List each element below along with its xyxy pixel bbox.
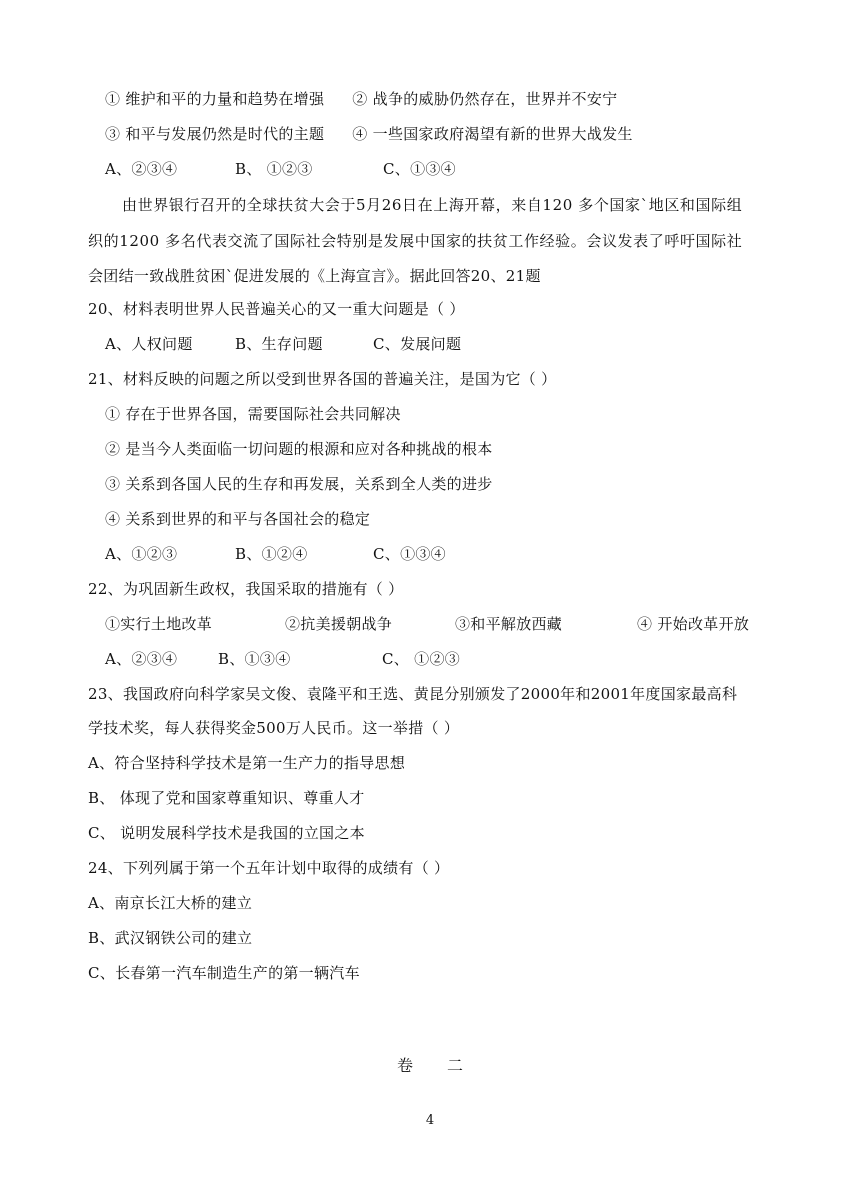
q19-statement-row-2 bbox=[105, 124, 633, 144]
q24-stem: 24、下列列属于第一个五年计划中取得的成绩有（ ） bbox=[88, 859, 450, 877]
q19-statement-4: ④ 一些国家政府渴望有新的世界大战发生 bbox=[352, 125, 633, 143]
q22-options bbox=[105, 649, 460, 669]
q20-option-a: A、人权问题 bbox=[105, 335, 193, 353]
q23-stem-line-1: 23、我国政府向科学家吴文俊、袁隆平和王选、黄昆分别颁发了2000年和2001年度国家最高科 bbox=[88, 685, 738, 703]
material-line-3: 会团结一致战胜贫困`促进发展的《上海宣言》。据此回答20、21题 bbox=[88, 267, 541, 285]
q21-statement-3: ③ 关系到各国人民的生存和再发展，关系到全人类的进步 bbox=[105, 475, 493, 493]
q22-statement-1: ①实行土地改革 bbox=[105, 615, 213, 633]
q21-option-c: C、①③④ bbox=[373, 545, 446, 563]
q22-option-a: A、②③④ bbox=[105, 650, 178, 668]
q19-options bbox=[105, 159, 456, 179]
section-heading bbox=[0, 1053, 860, 1076]
q20-option-b: B、生存问题 bbox=[235, 335, 323, 353]
material-line-2: 织的1200 多名代表交流了国际社会特别是发展中国家的扶贫工作经验。会议发表了呼吁国际社 bbox=[88, 232, 743, 250]
q19-statement-3: ③ 和平与发展仍然是时代的主题 bbox=[105, 125, 325, 143]
page-number: 4 bbox=[425, 1113, 435, 1128]
q21-stem: 21、材料反映的问题之所以受到世界各国的普遍关注，是国为它（ ） bbox=[88, 370, 557, 388]
q21-statement-2: ② 是当今人类面临一切问题的根源和应对各种挑战的根本 bbox=[105, 440, 493, 458]
q19-option-a: A、②③④ bbox=[105, 160, 178, 178]
q20-stem: 20、材料表明世界人民普遍关心的又一重大问题是（ ） bbox=[88, 300, 465, 318]
q20-options bbox=[105, 334, 461, 354]
q24-option-a: A、南京长江大桥的建立 bbox=[88, 894, 253, 912]
q22-statement-4: ④ 开始改革开放 bbox=[637, 615, 750, 633]
q22-option-c: C、 ①②③ bbox=[382, 650, 461, 668]
section-heading-part-1: 卷 bbox=[396, 1056, 413, 1075]
q20-option-c: C、发展问题 bbox=[373, 335, 462, 353]
q21-statement-4: ④ 关系到世界的和平与各国社会的稳定 bbox=[105, 510, 371, 528]
q23-stem-line-2: 学技术奖，每人获得奖金500万人民币。这一举措（ ） bbox=[88, 719, 460, 737]
q22-statement-2: ②抗美援朝战争 bbox=[285, 615, 393, 633]
q21-options bbox=[105, 544, 446, 564]
q24-option-c: C、长春第一汽车制造生产的第一辆汽车 bbox=[88, 964, 360, 982]
q19-option-b: B、 ①②③ bbox=[235, 160, 313, 178]
q21-statement-1: ① 存在于世界各国，需要国际社会共同解决 bbox=[105, 405, 401, 423]
q19-option-c: C、①③④ bbox=[383, 160, 456, 178]
q22-statements bbox=[105, 614, 749, 634]
q19-statement-2: ② 战争的威胁仍然存在，世界并不安宁 bbox=[352, 90, 618, 108]
material-line-1: 由世界银行召开的全球扶贫大会于5月26日在上海开幕，来自120 多个国家`地区和国际组 bbox=[122, 196, 743, 214]
q22-option-b: B、①③④ bbox=[218, 650, 291, 668]
q22-stem: 22、为巩固新生政权，我国采取的措施有（ ） bbox=[88, 580, 404, 598]
section-heading-part-2: 二 bbox=[447, 1056, 464, 1075]
q23-option-a: A、符合坚持科学技术是第一生产力的指导思想 bbox=[88, 754, 406, 772]
q22-statement-3: ③和平解放西藏 bbox=[455, 615, 563, 633]
q24-option-b: B、武汉钢铁公司的建立 bbox=[88, 929, 253, 947]
q19-statement-row-1 bbox=[105, 89, 617, 109]
q23-option-b: B、 体现了党和国家尊重知识、尊重人才 bbox=[88, 789, 365, 807]
q21-option-b: B、①②④ bbox=[235, 545, 308, 563]
q23-option-c: C、 说明发展科学技术是我国的立国之本 bbox=[88, 824, 365, 842]
q19-statement-1: ① 维护和平的力量和趋势在增强 bbox=[105, 90, 325, 108]
q21-option-a: A、①②③ bbox=[105, 545, 178, 563]
